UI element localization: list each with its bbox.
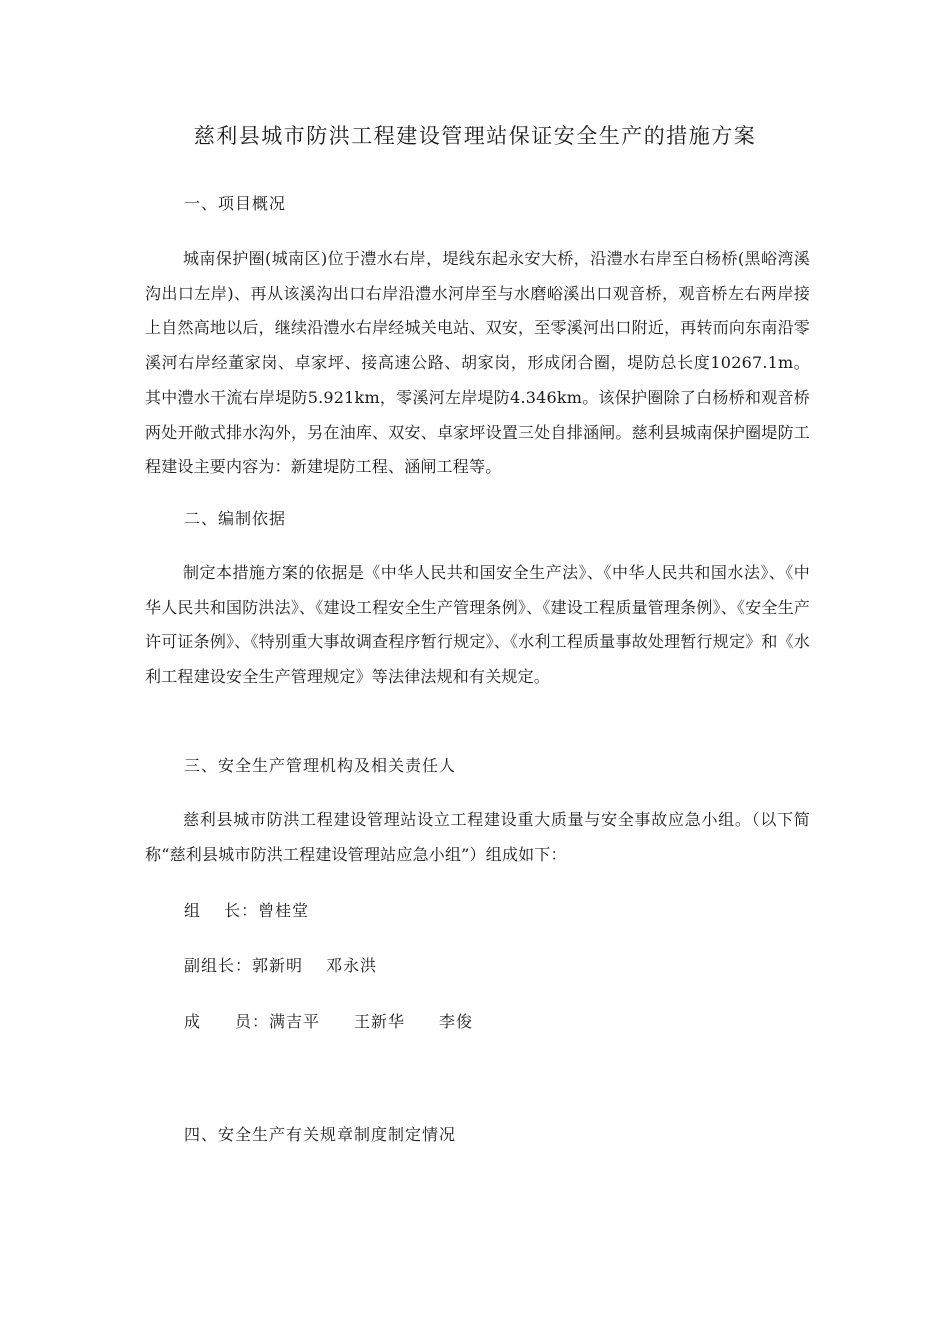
members-line: 成 员：满吉平 王新华 李俊 xyxy=(184,1012,474,1031)
section-2-heading: 二、编制依据 xyxy=(184,509,287,528)
document-title: 慈利县城市防洪工程建设管理站保证安全生产的措施方案 xyxy=(193,124,757,148)
section-2-body: 制定本措施方案的依据是《中华人民共和国安全生产法》、《中华人民共和国水法》、《中华人民共和国防洪法》、《建设工程安全生产管理条例》、《建设工程质量管理条例》、《安全生产许可证条例》、《特别重大事故调查程序暂行规定》、《水利工程质量事故处理暂行规定》和《水利工程建设安全生产管理规定》等法律法规和有关规定。 xyxy=(145,563,810,687)
section-3-body: 慈利县城市防洪工程建设管理站设立工程建设重大质量与安全事故应急小组。（以下简称“慈利县城市防洪工程建设管理站应急小组”）组成如下： xyxy=(145,810,810,864)
section-3-heading: 三、安全生产管理机构及相关责任人 xyxy=(184,756,457,775)
section-1-body: 城南保护圈(城南区)位于澧水右岸，堤线东起永安大桥，沿澧水右岸至白杨桥(黑峪湾溪沟出口左岸)、再从该溪沟出口右岸沿澧水河岸至与水磨峪溪出口观音桥，观音桥左右两岸接上自然高地以后，继续沿澧水右岸经城关电站、双安，至零溪河出口附近，再转而向东南沿零溪河右岸经董家岗、卓家坪、接高速公路、胡家岗，形成闭合圈，堤防总长度10267.1m。其中澧水干流右岸堤防5.921km，零溪河左岸堤防4.346km。该保护圈除了白杨桥和观音桥两处开敞式排水沟外，另在油库、双安、卓家坪设置三处自排涵闸。慈利县城南保护圈堤防工程建设主要内容为：新建堤防工程、涵闸工程等。 xyxy=(145,249,810,477)
section-1-heading: 一、项目概况 xyxy=(184,194,287,213)
deputy-leader-line: 副组长：郭新明 邓永洪 xyxy=(184,956,378,975)
section-4-heading: 四、安全生产有关规章制度制定情况 xyxy=(184,1125,457,1144)
group-leader-line: 组 长：曾桂堂 xyxy=(184,901,310,920)
